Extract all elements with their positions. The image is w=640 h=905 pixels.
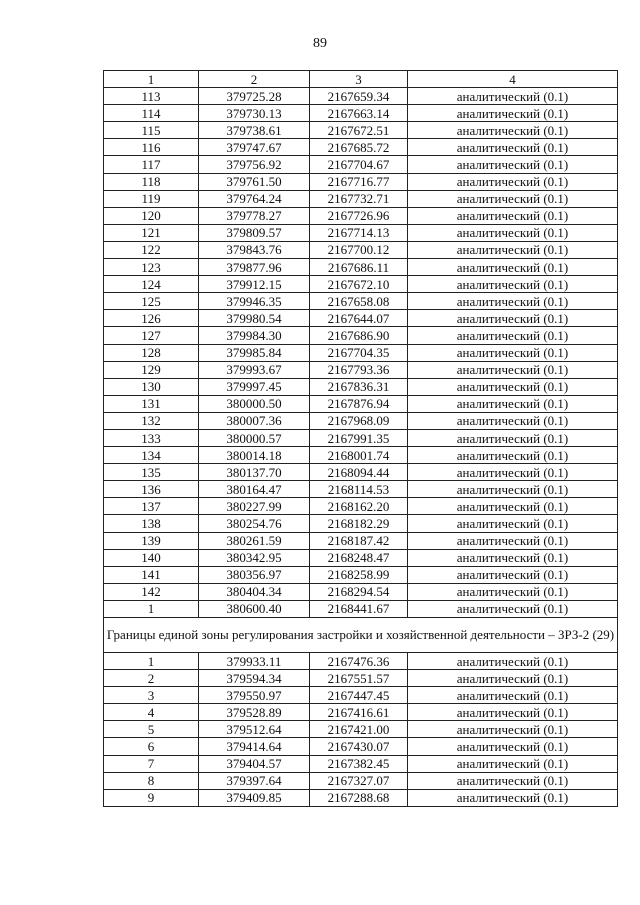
point-number-cell: 132 <box>104 412 199 429</box>
point-number-cell: 137 <box>104 498 199 515</box>
x-coordinate-cell: 379512.64 <box>199 721 310 738</box>
point-number-cell: 6 <box>104 738 199 755</box>
x-coordinate-cell: 379414.64 <box>199 738 310 755</box>
point-number-cell: 138 <box>104 515 199 532</box>
y-coordinate-cell: 2167700.12 <box>310 241 408 258</box>
method-cell: аналитический (0.1) <box>408 156 618 173</box>
x-coordinate-cell: 379594.34 <box>199 670 310 687</box>
point-number-cell: 121 <box>104 224 199 241</box>
table-row <box>104 88 618 105</box>
point-number-cell: 2 <box>104 670 199 687</box>
x-coordinate-cell: 380164.47 <box>199 481 310 498</box>
table-row <box>104 498 618 515</box>
method-cell: аналитический (0.1) <box>408 481 618 498</box>
table-row <box>104 224 618 241</box>
table-row <box>104 429 618 446</box>
x-coordinate-cell: 380137.70 <box>199 464 310 481</box>
x-coordinate-cell: 380261.59 <box>199 532 310 549</box>
method-cell: аналитический (0.1) <box>408 789 618 806</box>
point-number-cell: 3 <box>104 687 199 704</box>
x-coordinate-cell: 380007.36 <box>199 412 310 429</box>
method-cell: аналитический (0.1) <box>408 259 618 276</box>
y-coordinate-cell: 2167686.90 <box>310 327 408 344</box>
y-coordinate-cell: 2167416.61 <box>310 704 408 721</box>
method-cell: аналитический (0.1) <box>408 447 618 464</box>
table-row <box>104 344 618 361</box>
table-row <box>104 207 618 224</box>
x-coordinate-cell: 379528.89 <box>199 704 310 721</box>
x-coordinate-cell: 379778.27 <box>199 207 310 224</box>
table-row <box>104 276 618 293</box>
page-number: 89 <box>313 36 327 51</box>
table-row <box>104 670 618 687</box>
x-coordinate-cell: 380000.57 <box>199 429 310 446</box>
x-coordinate-cell: 379809.57 <box>199 224 310 241</box>
method-cell: аналитический (0.1) <box>408 738 618 755</box>
method-cell: аналитический (0.1) <box>408 327 618 344</box>
column-header: 1 <box>104 71 199 88</box>
column-header: 4 <box>408 71 618 88</box>
y-coordinate-cell: 2167714.13 <box>310 224 408 241</box>
y-coordinate-cell: 2167672.10 <box>310 276 408 293</box>
method-cell: аналитический (0.1) <box>408 378 618 395</box>
method-cell: аналитический (0.1) <box>408 105 618 122</box>
point-number-cell: 128 <box>104 344 199 361</box>
x-coordinate-cell: 379912.15 <box>199 276 310 293</box>
y-coordinate-cell: 2168441.67 <box>310 600 408 617</box>
point-number-cell: 116 <box>104 139 199 156</box>
table-row <box>104 259 618 276</box>
x-coordinate-cell: 379397.64 <box>199 772 310 789</box>
method-cell: аналитический (0.1) <box>408 310 618 327</box>
method-cell: аналитический (0.1) <box>408 464 618 481</box>
table-row <box>104 173 618 190</box>
y-coordinate-cell: 2167644.07 <box>310 310 408 327</box>
y-coordinate-cell: 2167430.07 <box>310 738 408 755</box>
y-coordinate-cell: 2168258.99 <box>310 566 408 583</box>
method-cell: аналитический (0.1) <box>408 207 618 224</box>
x-coordinate-cell: 379730.13 <box>199 105 310 122</box>
method-cell: аналитический (0.1) <box>408 687 618 704</box>
method-cell: аналитический (0.1) <box>408 429 618 446</box>
point-number-cell: 117 <box>104 156 199 173</box>
x-coordinate-cell: 379985.84 <box>199 344 310 361</box>
table-row <box>104 241 618 258</box>
table-row <box>104 156 618 173</box>
y-coordinate-cell: 2167476.36 <box>310 653 408 670</box>
y-coordinate-cell: 2168114.53 <box>310 481 408 498</box>
x-coordinate-cell: 379761.50 <box>199 173 310 190</box>
method-cell: аналитический (0.1) <box>408 583 618 600</box>
table-row <box>104 772 618 789</box>
method-cell: аналитический (0.1) <box>408 566 618 583</box>
x-coordinate-cell: 380254.76 <box>199 515 310 532</box>
point-number-cell: 7 <box>104 755 199 772</box>
table-row <box>104 412 618 429</box>
table-row <box>104 704 618 721</box>
table-row <box>104 481 618 498</box>
point-number-cell: 115 <box>104 122 199 139</box>
x-coordinate-cell: 379404.57 <box>199 755 310 772</box>
column-header: 3 <box>310 71 408 88</box>
y-coordinate-cell: 2167991.35 <box>310 429 408 446</box>
x-coordinate-cell: 379946.35 <box>199 293 310 310</box>
method-cell: аналитический (0.1) <box>408 190 618 207</box>
method-cell: аналитический (0.1) <box>408 653 618 670</box>
table-row <box>104 721 618 738</box>
point-number-cell: 142 <box>104 583 199 600</box>
table-row <box>104 515 618 532</box>
method-cell: аналитический (0.1) <box>408 721 618 738</box>
method-cell: аналитический (0.1) <box>408 498 618 515</box>
method-cell: аналитический (0.1) <box>408 173 618 190</box>
x-coordinate-cell: 379933.11 <box>199 653 310 670</box>
x-coordinate-cell: 379738.61 <box>199 122 310 139</box>
y-coordinate-cell: 2167288.68 <box>310 789 408 806</box>
point-number-cell: 4 <box>104 704 199 721</box>
y-coordinate-cell: 2168248.47 <box>310 549 408 566</box>
method-cell: аналитический (0.1) <box>408 224 618 241</box>
table-row <box>104 327 618 344</box>
point-number-cell: 126 <box>104 310 199 327</box>
method-cell: аналитический (0.1) <box>408 549 618 566</box>
y-coordinate-cell: 2167704.35 <box>310 344 408 361</box>
y-coordinate-cell: 2168182.29 <box>310 515 408 532</box>
x-coordinate-cell: 380000.50 <box>199 395 310 412</box>
point-number-cell: 113 <box>104 88 199 105</box>
x-coordinate-cell: 379843.76 <box>199 241 310 258</box>
table-row <box>104 566 618 583</box>
point-number-cell: 123 <box>104 259 199 276</box>
method-cell: аналитический (0.1) <box>408 139 618 156</box>
point-number-cell: 1 <box>104 600 199 617</box>
point-number-cell: 134 <box>104 447 199 464</box>
table-row <box>104 600 618 617</box>
method-cell: аналитический (0.1) <box>408 344 618 361</box>
table-row <box>104 139 618 156</box>
y-coordinate-cell: 2167732.71 <box>310 190 408 207</box>
method-cell: аналитический (0.1) <box>408 755 618 772</box>
point-number-cell: 5 <box>104 721 199 738</box>
point-number-cell: 125 <box>104 293 199 310</box>
point-number-cell: 119 <box>104 190 199 207</box>
point-number-cell: 9 <box>104 789 199 806</box>
table-row <box>104 190 618 207</box>
point-number-cell: 139 <box>104 532 199 549</box>
point-number-cell: 136 <box>104 481 199 498</box>
method-cell: аналитический (0.1) <box>408 532 618 549</box>
point-number-cell: 124 <box>104 276 199 293</box>
x-coordinate-cell: 380356.97 <box>199 566 310 583</box>
y-coordinate-cell: 2167685.72 <box>310 139 408 156</box>
table-row <box>104 293 618 310</box>
table-row <box>104 549 618 566</box>
method-cell: аналитический (0.1) <box>408 772 618 789</box>
table-row <box>104 378 618 395</box>
method-cell: аналитический (0.1) <box>408 395 618 412</box>
y-coordinate-cell: 2167382.45 <box>310 755 408 772</box>
section-title: Границы единой зоны регулирования застройки и хозяйственной деятельности – ЗРЗ-2 (29) <box>104 618 618 653</box>
x-coordinate-cell: 379993.67 <box>199 361 310 378</box>
point-number-cell: 135 <box>104 464 199 481</box>
y-coordinate-cell: 2168187.42 <box>310 532 408 549</box>
method-cell: аналитический (0.1) <box>408 88 618 105</box>
y-coordinate-cell: 2168001.74 <box>310 447 408 464</box>
table-row <box>104 532 618 549</box>
method-cell: аналитический (0.1) <box>408 241 618 258</box>
method-cell: аналитический (0.1) <box>408 276 618 293</box>
method-cell: аналитический (0.1) <box>408 600 618 617</box>
table-row <box>104 310 618 327</box>
table-row <box>104 738 618 755</box>
x-coordinate-cell: 379747.67 <box>199 139 310 156</box>
y-coordinate-cell: 2167716.77 <box>310 173 408 190</box>
y-coordinate-cell: 2167876.94 <box>310 395 408 412</box>
table-row <box>104 105 618 122</box>
y-coordinate-cell: 2167836.31 <box>310 378 408 395</box>
coordinates-table <box>103 70 618 807</box>
x-coordinate-cell: 379409.85 <box>199 789 310 806</box>
point-number-cell: 130 <box>104 378 199 395</box>
point-number-cell: 1 <box>104 653 199 670</box>
y-coordinate-cell: 2167704.67 <box>310 156 408 173</box>
y-coordinate-cell: 2167447.45 <box>310 687 408 704</box>
y-coordinate-cell: 2168162.20 <box>310 498 408 515</box>
y-coordinate-cell: 2168294.54 <box>310 583 408 600</box>
x-coordinate-cell: 379980.54 <box>199 310 310 327</box>
table-row <box>104 122 618 139</box>
table-row <box>104 464 618 481</box>
table-row <box>104 361 618 378</box>
column-header: 2 <box>199 71 310 88</box>
x-coordinate-cell: 380342.95 <box>199 549 310 566</box>
table-row <box>104 395 618 412</box>
x-coordinate-cell: 379725.28 <box>199 88 310 105</box>
x-coordinate-cell: 380227.99 <box>199 498 310 515</box>
section-title-row <box>104 618 618 653</box>
table-row <box>104 687 618 704</box>
y-coordinate-cell: 2168094.44 <box>310 464 408 481</box>
y-coordinate-cell: 2167659.34 <box>310 88 408 105</box>
point-number-cell: 133 <box>104 429 199 446</box>
point-number-cell: 131 <box>104 395 199 412</box>
method-cell: аналитический (0.1) <box>408 293 618 310</box>
point-number-cell: 122 <box>104 241 199 258</box>
table-row <box>104 755 618 772</box>
point-number-cell: 118 <box>104 173 199 190</box>
y-coordinate-cell: 2167327.07 <box>310 772 408 789</box>
point-number-cell: 8 <box>104 772 199 789</box>
x-coordinate-cell: 379997.45 <box>199 378 310 395</box>
y-coordinate-cell: 2167658.08 <box>310 293 408 310</box>
point-number-cell: 127 <box>104 327 199 344</box>
y-coordinate-cell: 2167663.14 <box>310 105 408 122</box>
point-number-cell: 141 <box>104 566 199 583</box>
y-coordinate-cell: 2167686.11 <box>310 259 408 276</box>
method-cell: аналитический (0.1) <box>408 361 618 378</box>
method-cell: аналитический (0.1) <box>408 412 618 429</box>
x-coordinate-cell: 380404.34 <box>199 583 310 600</box>
method-cell: аналитический (0.1) <box>408 704 618 721</box>
y-coordinate-cell: 2167968.09 <box>310 412 408 429</box>
x-coordinate-cell: 379877.96 <box>199 259 310 276</box>
x-coordinate-cell: 379756.92 <box>199 156 310 173</box>
point-number-cell: 140 <box>104 549 199 566</box>
y-coordinate-cell: 2167672.51 <box>310 122 408 139</box>
point-number-cell: 129 <box>104 361 199 378</box>
table-row <box>104 583 618 600</box>
table-row <box>104 447 618 464</box>
x-coordinate-cell: 380600.40 <box>199 600 310 617</box>
x-coordinate-cell: 379984.30 <box>199 327 310 344</box>
y-coordinate-cell: 2167793.36 <box>310 361 408 378</box>
table-row <box>104 653 618 670</box>
point-number-cell: 120 <box>104 207 199 224</box>
y-coordinate-cell: 2167726.96 <box>310 207 408 224</box>
point-number-cell: 114 <box>104 105 199 122</box>
y-coordinate-cell: 2167551.57 <box>310 670 408 687</box>
table-row <box>104 789 618 806</box>
x-coordinate-cell: 380014.18 <box>199 447 310 464</box>
method-cell: аналитический (0.1) <box>408 122 618 139</box>
method-cell: аналитический (0.1) <box>408 515 618 532</box>
y-coordinate-cell: 2167421.00 <box>310 721 408 738</box>
x-coordinate-cell: 379764.24 <box>199 190 310 207</box>
method-cell: аналитический (0.1) <box>408 670 618 687</box>
table-header-row <box>104 71 618 88</box>
x-coordinate-cell: 379550.97 <box>199 687 310 704</box>
